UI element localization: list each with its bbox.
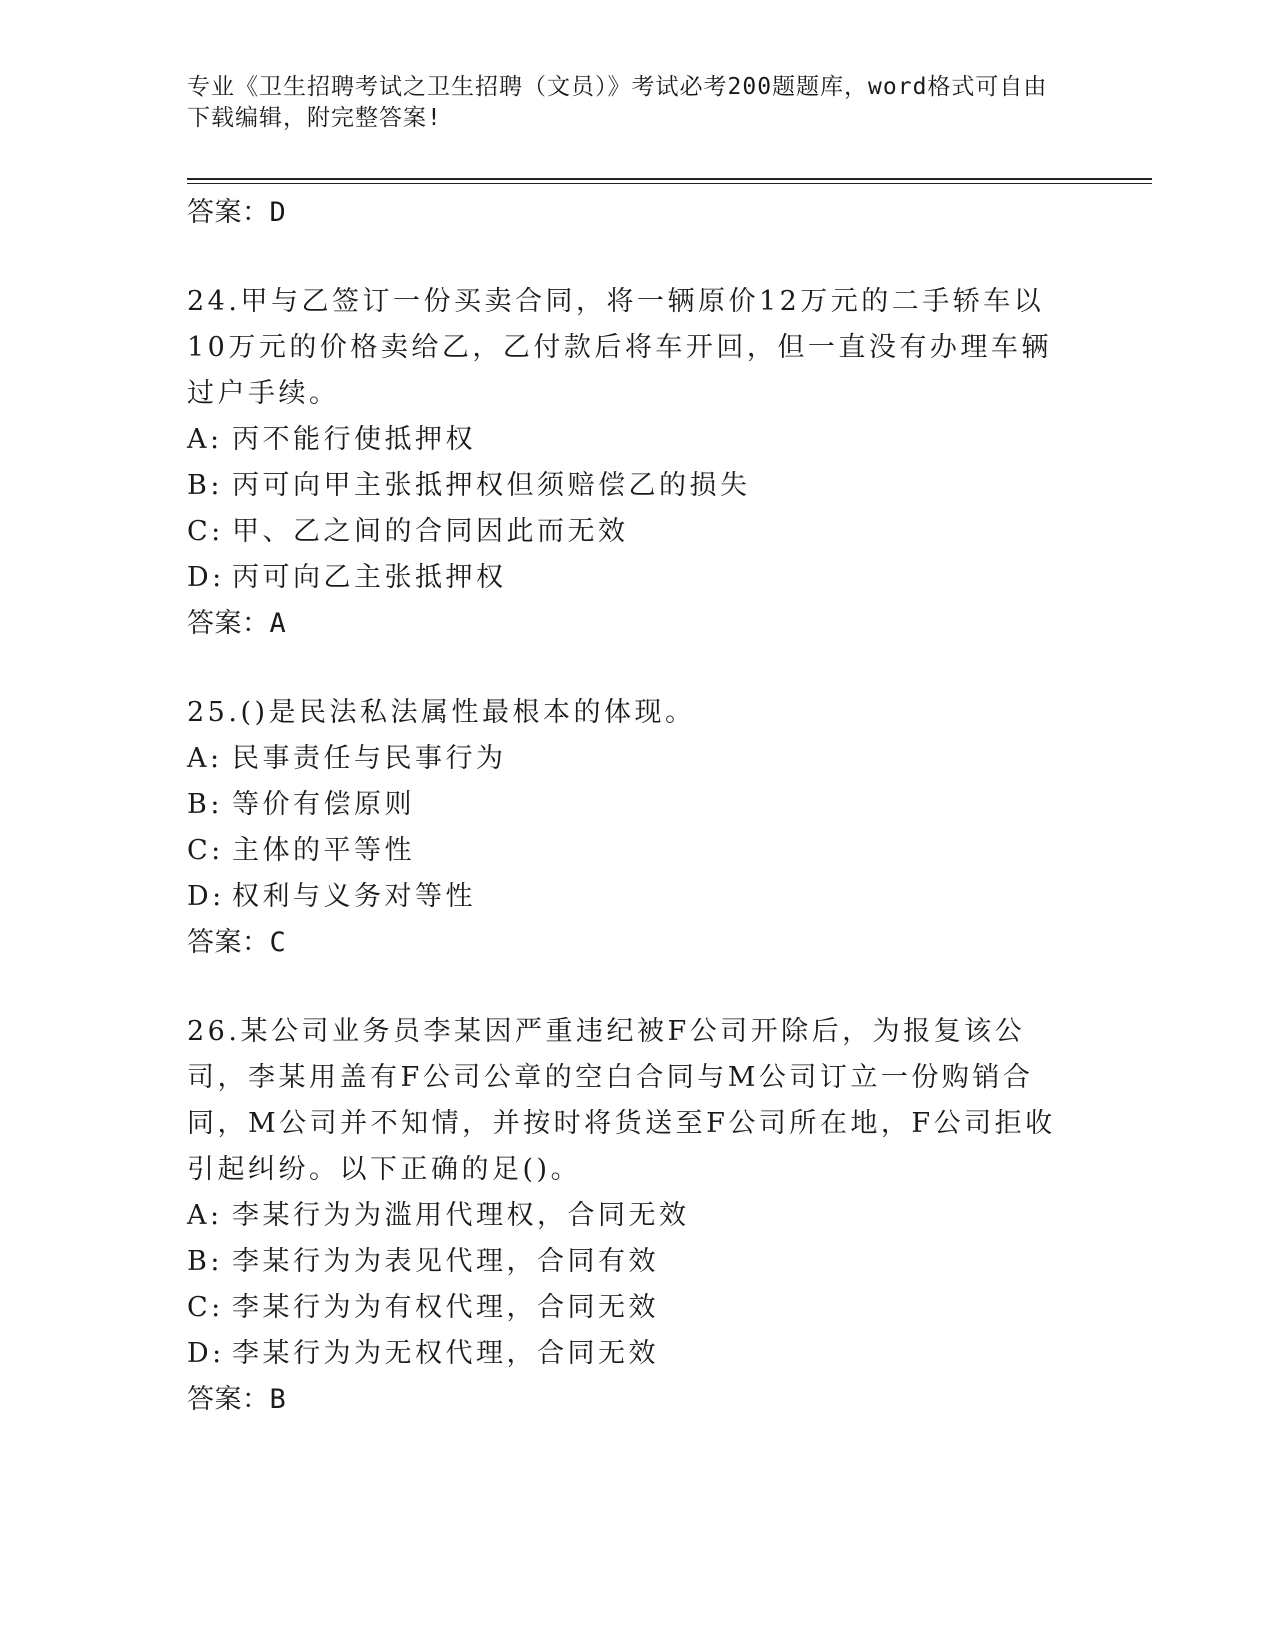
option-b xyxy=(187,463,1147,509)
option-letter: A: xyxy=(187,743,223,774)
question-25 xyxy=(187,690,1147,966)
option-d xyxy=(187,874,1147,920)
option-a xyxy=(187,736,1147,782)
option-b xyxy=(187,782,1147,828)
option-a xyxy=(187,1193,1147,1239)
question-stem: 25.()是民法私法属性最根本的体现。 xyxy=(187,697,696,728)
option-letter: B: xyxy=(187,1246,223,1277)
previous-answer: 答案：D xyxy=(187,197,287,228)
option-b xyxy=(187,1239,1147,1285)
option-text: 李某行为为表见代理，合同有效 xyxy=(232,1246,659,1277)
option-letter: A: xyxy=(187,424,223,455)
option-letter: C: xyxy=(187,835,224,866)
question-24 xyxy=(187,279,1147,647)
option-letter: C: xyxy=(187,516,224,547)
option-letter: B: xyxy=(187,789,223,820)
header-rule-thick xyxy=(187,178,1152,180)
question-26 xyxy=(187,1009,1147,1423)
option-c xyxy=(187,509,1147,555)
option-letter: D: xyxy=(187,1338,225,1369)
option-text: 主体的平等性 xyxy=(232,835,415,866)
option-letter: D: xyxy=(187,562,225,593)
document-header: 专业《卫生招聘考试之卫生招聘（文员）》考试必考200题题库，word格式可自由下载编辑，附完整答案! xyxy=(187,74,1048,131)
answer-line: 答案：C xyxy=(187,927,287,958)
option-d xyxy=(187,1331,1147,1377)
option-letter: D: xyxy=(187,881,225,912)
option-a xyxy=(187,417,1147,463)
option-letter: A: xyxy=(187,1200,223,1231)
answer-line: 答案：A xyxy=(187,608,287,639)
option-text: 民事责任与民事行为 xyxy=(232,743,507,774)
header-rule-thin xyxy=(187,183,1152,184)
option-text: 丙可向乙主张抵押权 xyxy=(232,562,507,593)
option-text: 李某行为为滥用代理权，合同无效 xyxy=(232,1200,690,1231)
question-stem: 26.某公司业务员李某因严重违纪被F公司开除后，为报复该公司，李某用盖有F公司公章的空白合同与M公司订立一份购销合同，M公司并不知情，并按时将货送至F公司所在地，F公司拒收引起纠纷。以下正确的足()。 xyxy=(187,1016,1056,1185)
option-d xyxy=(187,555,1147,601)
option-letter: B: xyxy=(187,470,223,501)
answer-line: 答案：B xyxy=(187,1384,287,1415)
document-content xyxy=(187,190,1147,1423)
option-text: 等价有偿原则 xyxy=(232,789,415,820)
option-c xyxy=(187,828,1147,874)
option-text: 李某行为为无权代理，合同无效 xyxy=(232,1338,659,1369)
option-c xyxy=(187,1285,1147,1331)
option-text: 丙可向甲主张抵押权但须赔偿乙的损失 xyxy=(232,470,751,501)
option-letter: C: xyxy=(187,1292,224,1323)
option-text: 甲、乙之间的合同因此而无效 xyxy=(232,516,629,547)
question-stem: 24.甲与乙签订一份买卖合同，将一辆原价12万元的二手轿车以10万元的价格卖给乙，乙付款后将车开回，但一直没有办理车辆过户手续。 xyxy=(187,286,1052,409)
option-text: 丙不能行使抵押权 xyxy=(232,424,476,455)
option-text: 权利与义务对等性 xyxy=(232,881,476,912)
option-text: 李某行为为有权代理，合同无效 xyxy=(232,1292,659,1323)
